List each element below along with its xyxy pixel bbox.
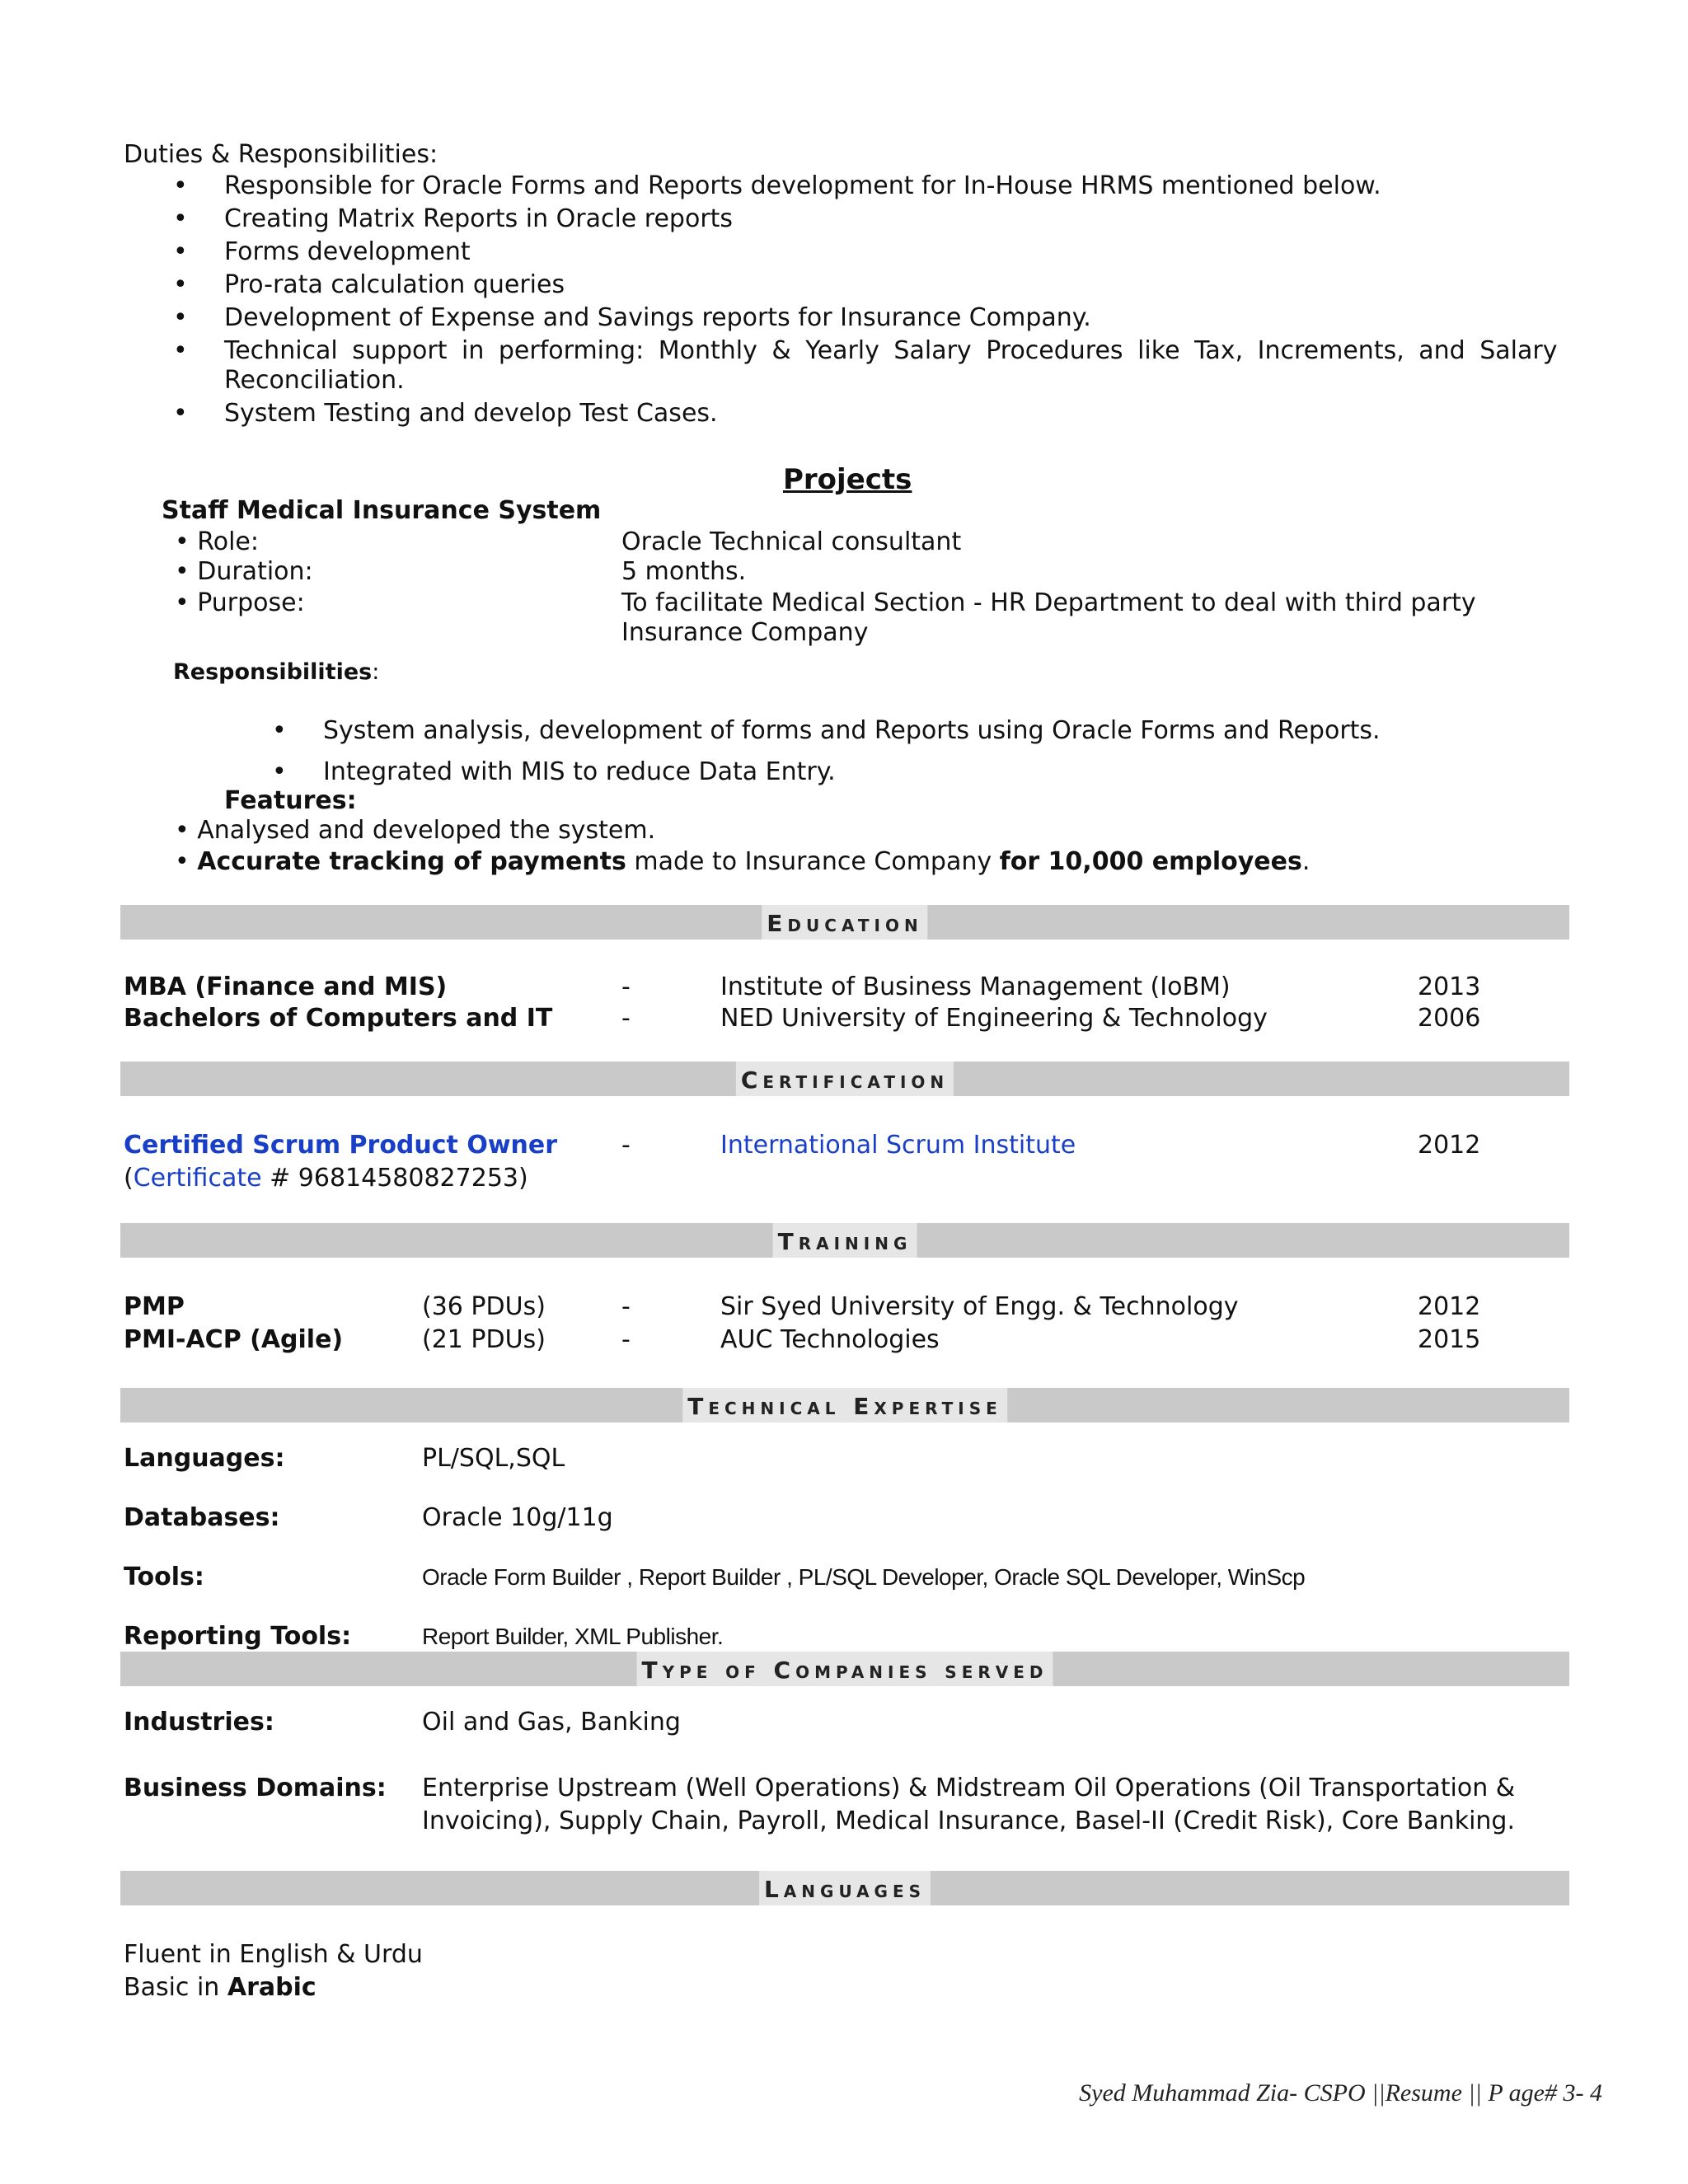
education-degree: Bachelors of Computers and IT: [124, 1004, 553, 1033]
languages-label: Languages:: [124, 1444, 285, 1473]
certification-issuer-link[interactable]: International Scrum Institute: [720, 1131, 1076, 1160]
training-year: 2015: [1418, 1325, 1481, 1354]
page-footer: Syed Muhammad Zia- CSPO ||Resume || P age# 3- 4: [1079, 2079, 1602, 2107]
duty-item: • Pro-rata calculation queries: [173, 269, 1558, 302]
education-institute: Institute of Business Management (IoBM): [720, 972, 1231, 1001]
reporting-tools-value: Report Builder, XML Publisher.: [422, 1624, 724, 1649]
duration-label: • Duration:: [175, 557, 313, 586]
business-domains-label: Business Domains:: [124, 1774, 387, 1802]
tools-label: Tools:: [124, 1563, 204, 1591]
duties-list-end: [173, 397, 718, 430]
duty-item: • Creating Matrix Reports in Oracle reports: [173, 203, 1558, 236]
education-year: 2013: [1418, 972, 1481, 1001]
training-pdus: (36 PDUs): [422, 1292, 546, 1321]
duties-list: [173, 170, 1558, 368]
languages-section-bar: [120, 1871, 1569, 1905]
certification-year: 2012: [1418, 1131, 1481, 1160]
spoken-language-fluent: Fluent in English & Urdu: [124, 1940, 423, 1969]
training-dash: -: [621, 1292, 631, 1321]
duration-value: 5 months.: [621, 557, 747, 586]
training-section-bar: [120, 1223, 1569, 1258]
certification-title: Certification: [736, 1062, 954, 1096]
certification-name: Certified Scrum Product Owner: [124, 1131, 558, 1160]
role-value: Oracle Technical consultant: [621, 527, 962, 556]
training-provider: Sir Syed University of Engg. & Technology: [720, 1292, 1239, 1321]
duty-item: • Development of Expense and Savings reports for Insurance Company.: [173, 302, 1558, 335]
duty-item: • System Testing and develop Test Cases.: [173, 397, 718, 430]
duty-item: • Responsible for Oracle Forms and Reports development for In-House HRMS mentioned below.: [173, 170, 1558, 203]
databases-value: Oracle 10g/11g: [422, 1503, 613, 1532]
spoken-language-basic: Basic in Arabic: [124, 1973, 316, 2002]
features-label: Features:: [224, 786, 357, 815]
reporting-tools-label: Reporting Tools:: [124, 1622, 352, 1651]
purpose-value-continued: Insurance Company: [621, 618, 869, 647]
responsibility-item: • System analysis, development of forms and Reports using Oracle Forms and Reports.: [272, 710, 1381, 752]
business-domains-value-continued: Invoicing), Supply Chain, Payroll, Medical Insurance, Basel-II (Credit Risk), Core Banking.: [422, 1807, 1515, 1835]
responsibilities-label: Responsibilities:: [173, 659, 380, 685]
duty-item: • Technical support in performing: Monthly & Yearly Salary Procedures like Tax, Increments, and Salary: [173, 335, 1558, 368]
databases-label: Databases:: [124, 1503, 280, 1532]
projects-heading: Projects: [783, 463, 912, 496]
spoken-languages-title: Languages: [759, 1871, 931, 1905]
education-institute: NED University of Engineering & Technology: [720, 1004, 1268, 1033]
industries-value: Oil and Gas, Banking: [422, 1708, 681, 1736]
training-title: Training: [773, 1223, 917, 1258]
education-degree: MBA (Finance and MIS): [124, 972, 448, 1001]
technical-title: Technical Expertise: [682, 1388, 1007, 1422]
purpose-label: • Purpose:: [175, 588, 305, 617]
purpose-value: To facilitate Medical Section - HR Department to deal with third party: [621, 588, 1476, 617]
tools-value: Oracle Form Builder , Report Builder , PL/SQL Developer, Oracle SQL Developer, WinScp: [422, 1564, 1306, 1590]
project-name: Staff Medical Insurance System: [162, 496, 602, 525]
education-year: 2006: [1418, 1004, 1481, 1033]
languages-value: PL/SQL,SQL: [422, 1444, 565, 1473]
training-provider: AUC Technologies: [720, 1325, 940, 1354]
companies-title: Type of Companies served: [636, 1652, 1053, 1686]
education-dash: -: [621, 972, 631, 1001]
technical-section-bar: [120, 1388, 1569, 1422]
duty-item: • Forms development: [173, 236, 1558, 269]
certificate-number: (Certificate # 96814580827253): [124, 1164, 528, 1193]
duty-item-continuation: Reconciliation.: [224, 366, 405, 395]
certification-section-bar: [120, 1062, 1569, 1096]
feature-item: • Accurate tracking of payments made to Insurance Company for 10,000 employees.: [175, 847, 1311, 876]
training-year: 2012: [1418, 1292, 1481, 1321]
companies-section-bar: [120, 1652, 1569, 1686]
industries-label: Industries:: [124, 1708, 274, 1736]
training-pdus: (21 PDUs): [422, 1325, 546, 1354]
duties-heading: Duties & Responsibilities:: [124, 140, 438, 169]
education-title: Education: [762, 905, 927, 940]
training-name: PMI-ACP (Agile): [124, 1325, 344, 1354]
feature-item: • Analysed and developed the system.: [175, 816, 656, 845]
education-section-bar: [120, 905, 1569, 940]
training-dash: -: [621, 1325, 631, 1354]
role-label: • Role:: [175, 527, 259, 556]
project-responsibilities: [272, 710, 1381, 793]
business-domains-value: Enterprise Upstream (Well Operations) & Midstream Oil Operations (Oil Transportation &: [422, 1774, 1516, 1802]
certification-dash: -: [621, 1131, 631, 1160]
certificate-link[interactable]: Certificate: [133, 1164, 262, 1193]
responsibility-item: • Integrated with MIS to reduce Data Entry.: [272, 752, 1381, 793]
training-name: PMP: [124, 1292, 185, 1321]
education-dash: -: [621, 1004, 631, 1033]
